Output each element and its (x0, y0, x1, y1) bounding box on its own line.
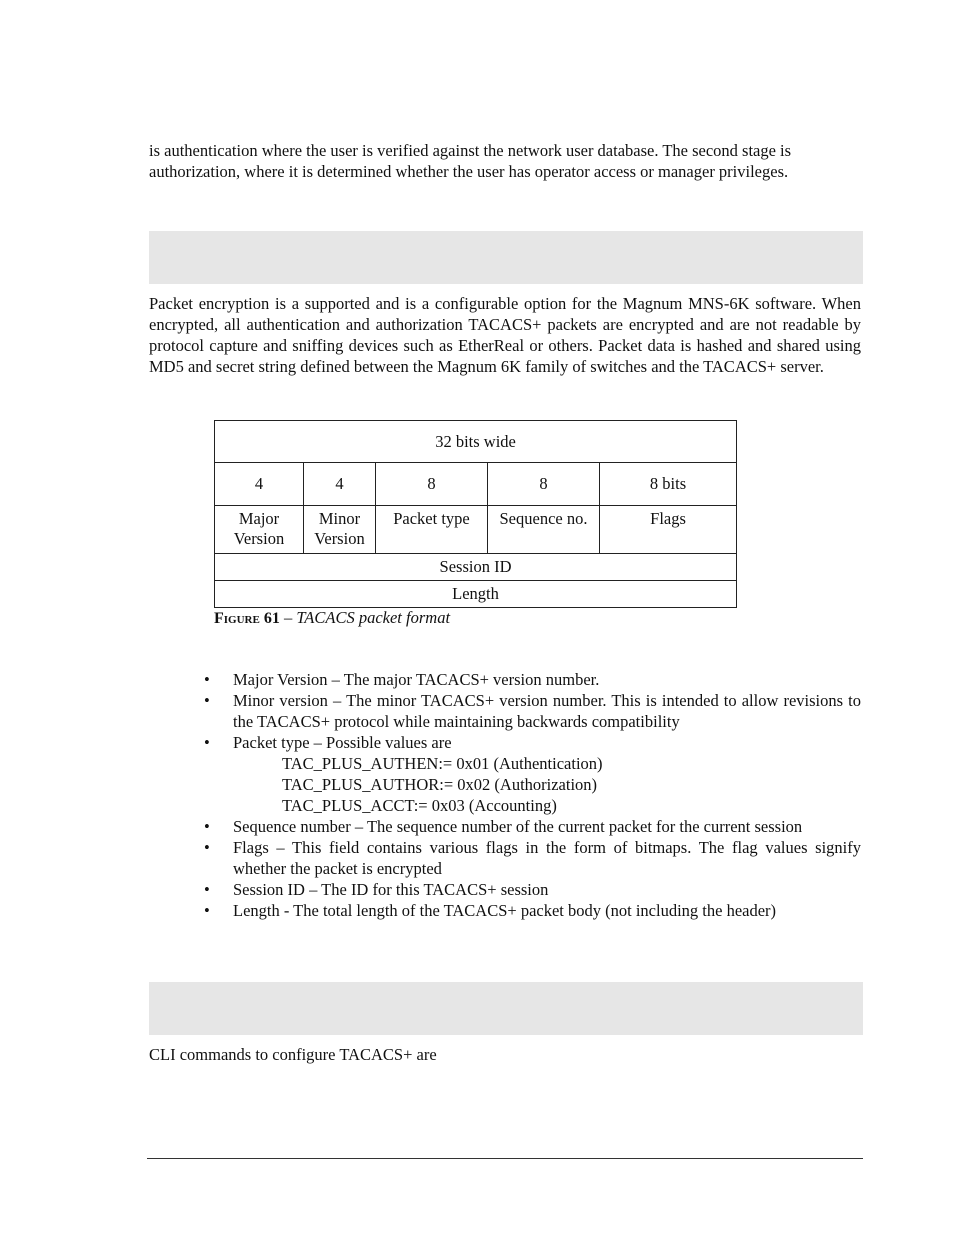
figure-caption (214, 607, 450, 629)
bullet-icon: • (204, 880, 210, 899)
list-item: • Length - The total length of the TACACS+ packet body (not including the header) (204, 901, 777, 920)
list-item: • Packet type – Possible values are TAC_PLUS_AUTHEN:= 0x01 (Authentication) TAC_PLUS_AUTHOR:= 0x02 (Authorization) TAC_PLUS_ACCT:= 0x03 (Accounting) (204, 732, 861, 816)
width-cell-minor: 4 (304, 463, 376, 506)
list-item: • Flags – This field contains various flags in the form of bitmaps. The flag values signify whether the packet is encrypted (204, 838, 861, 878)
width-cell-major: 4 (215, 463, 304, 506)
packet-type-value: TAC_PLUS_AUTHEN:= 0x01 (Authentication) (282, 754, 603, 773)
session-id-row: Session ID (215, 554, 737, 581)
figure-title: TACACS packet format (296, 608, 451, 627)
section-heading-bar-encryption (149, 231, 863, 284)
field-cell-sequence-no: Sequence no. (488, 506, 600, 554)
footer-rule (147, 1158, 863, 1159)
encryption-paragraph: Packet encryption is a supported and is a configurable option for the Magnum MNS-6K software. When encrypted, all authentication and authorization TACACS+ packets are encrypted and are not readable by protocol capture and sniffing devices such as EtherReal or others. Packet data is hashed and shared using MD5 and secret string defined between the Magnum 6K family of switches and the TACACS+ server. (149, 294, 861, 376)
bullet-icon: • (204, 691, 210, 710)
bullet-icon: • (204, 838, 210, 857)
list-item: • Sequence number – The sequence number of the current packet for the current session (204, 817, 803, 836)
packet-type-value: TAC_PLUS_AUTHOR:= 0x02 (Authorization) (282, 775, 598, 794)
width-cell-sequence: 8 (488, 463, 600, 506)
section-heading-bar-cli (149, 982, 863, 1035)
length-row: Length (215, 581, 737, 608)
field-cell-minor-version: Minor Version (304, 506, 376, 554)
figure-dash: – (279, 608, 297, 627)
cli-intro-paragraph: CLI commands to configure TACACS+ are (149, 1045, 437, 1064)
width-cell-packet-type: 8 (376, 463, 488, 506)
list-item: • Minor version – The minor TACACS+ version number. This is intended to allow revisions to the TACACS+ protocol while maintaining backwards compatibility (204, 691, 861, 731)
intro-paragraph (149, 140, 861, 182)
bullet-icon: • (204, 901, 210, 920)
list-item: • Major Version – The major TACACS+ version number. (204, 670, 600, 689)
bullet-icon: • (204, 670, 210, 689)
field-cell-major-version: Major Version (215, 506, 304, 554)
bullet-icon: • (204, 817, 210, 836)
list-item: • Session ID – The ID for this TACACS+ session (204, 880, 549, 899)
table-header-32-bits: 32 bits wide (215, 421, 737, 463)
tacacs-packet-format-table (214, 420, 737, 608)
field-cell-flags: Flags (600, 506, 737, 554)
field-cell-packet-type: Packet type (376, 506, 488, 554)
intro-line-2: authorization, where it is determined whether the user has operator access or manager privileges. (149, 162, 789, 181)
figure-label: Figure 61 (214, 610, 280, 627)
field-description-list (204, 669, 861, 921)
width-cell-flags: 8 bits (600, 463, 737, 506)
bullet-icon: • (204, 733, 210, 752)
packet-type-value: TAC_PLUS_ACCT:= 0x03 (Accounting) (282, 796, 557, 815)
intro-line-1: is authentication where the user is verified against the network user database. The second stage is (149, 141, 792, 160)
